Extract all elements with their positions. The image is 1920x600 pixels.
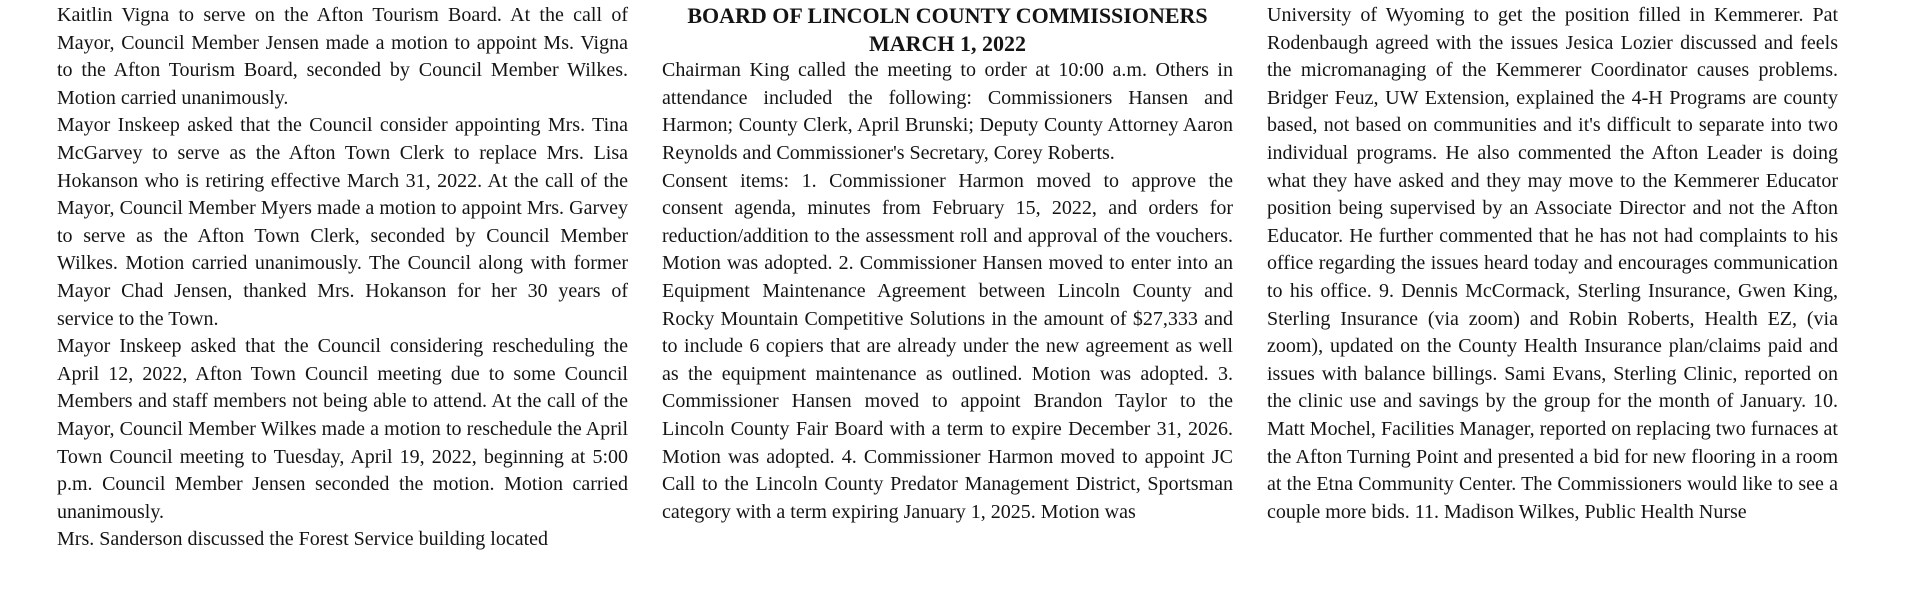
article-date: MARCH 1, 2022 bbox=[868, 30, 1027, 56]
paragraph: University of Wyoming to get the position filled in Kemmerer. Pat Rodenbaugh agreed with the issues Jesica Lozier discussed and feels the micromanaging of the Kemmerer Coordinator causes problems. Bridger Feuz, UW Extension, explained the 4-H Programs are county based, not based on communities and it's difficult to separate into two individual programs. He also commented the Afton Leader is doing what they have asked and they may move to the Kemmerer Educator position being supervised by an Associate Director and not the Afton Educator. He further commented that he has not had complaints to his office regarding the issues heard today and encourages communication to his office. 9. Dennis McCormack, Sterling Insurance, Gwen King, Sterling Insurance (via zoom) and Robin Roberts, Health EZ, (via zoom), updated on the County Health Insurance plan/claims paid and issues with balance billings. Sami Evans, Sterling Clinic, reported on the clinic use and savings by the group for the month of January. 10. Matt Mochel, Facilities Manager, reported on replacing two furnaces at the Afton Turning Point and presented a bid for new flooring in a room at the Etna Community Center. The Commissioners would like to see a couple more bids. 11. Madison Wilkes, Public Health Nurse bbox=[1267, 4, 1838, 523]
paragraph: Consent items: 1. Commissioner Harmon moved to approve the consent agenda, minutes from February 15, 2022, and orders for reduction/addition to the assessment roll and approval of the vouchers. Motion was adopted. 2. Commissioner Hansen moved to enter into an Equipment Maintenance Agreement between Lincoln County and Rocky Mountain Competitive Solutions in the amount of $27,333 and to include 6 copiers that are already under the new agreement as well as the equipment maintenance as outlined. Motion was adopted. 3. Commissioner Hansen moved to appoint Brandon Taylor to the Lincoln County Fair Board with a term to expire December 31, 2026. Motion was adopted. 4. Commissioner Harmon moved to appoint JC Call to the Lincoln County Predator Management District, Sportsman category with a term expiring January 1, 2025. Motion was bbox=[662, 169, 1233, 523]
paragraph: Mayor Inskeep asked that the Council consider appointing Mrs. Tina McGarvey to serve as the Afton Town Clerk to replace Mrs. Lisa Hokanson who is retiring effective March 31, 2022. At the call of the Mayor, Council Member Myers made a motion to appoint Mrs. Garvey to serve as the Afton Town Clerk, seconded by Council Member Wilkes. Motion carried unanimously. The Council along with former Mayor Chad Jensen, thanked Mrs. Hokanson for her 30 years of service to the Town. bbox=[57, 114, 628, 330]
column-center bbox=[662, 2, 1233, 600]
paragraph: Mayor Inskeep asked that the Council considering rescheduling the April 12, 2022, Afton Town Council meeting due to some Council Members and staff members not being able to attend. At the call of the Mayor, Council Member Wilkes made a motion to reschedule the April Town Council meeting to Tuesday, April 19, 2022, beginning at 5:00 p.m. Council Member Jensen seconded the motion. Motion carried unanimously. bbox=[57, 335, 628, 523]
column-right bbox=[1267, 2, 1838, 600]
paragraph: Mrs. Sanderson discussed the Forest Service building located bbox=[57, 528, 549, 551]
paragraph: Chairman King called the meeting to order at 10:00 a.m. Others in attendance included the following: Commissioners Hansen and Harmon; County Clerk, April Brunski; Deputy County Attorney Aaron Reynolds and Commissioner's Secretary, Corey Roberts. bbox=[662, 59, 1233, 164]
article-title: BOARD OF LINCOLN COUNTY COMMISSIONERS bbox=[687, 3, 1208, 28]
paragraph: Kaitlin Vigna to serve on the Afton Tourism Board. At the call of Mayor, Council Member Jensen made a motion to appoint Ms. Vigna to the Afton Tourism Board, seconded by Council Member Wilkes. Motion carried unanimously. bbox=[57, 4, 628, 109]
column-left bbox=[57, 2, 628, 600]
